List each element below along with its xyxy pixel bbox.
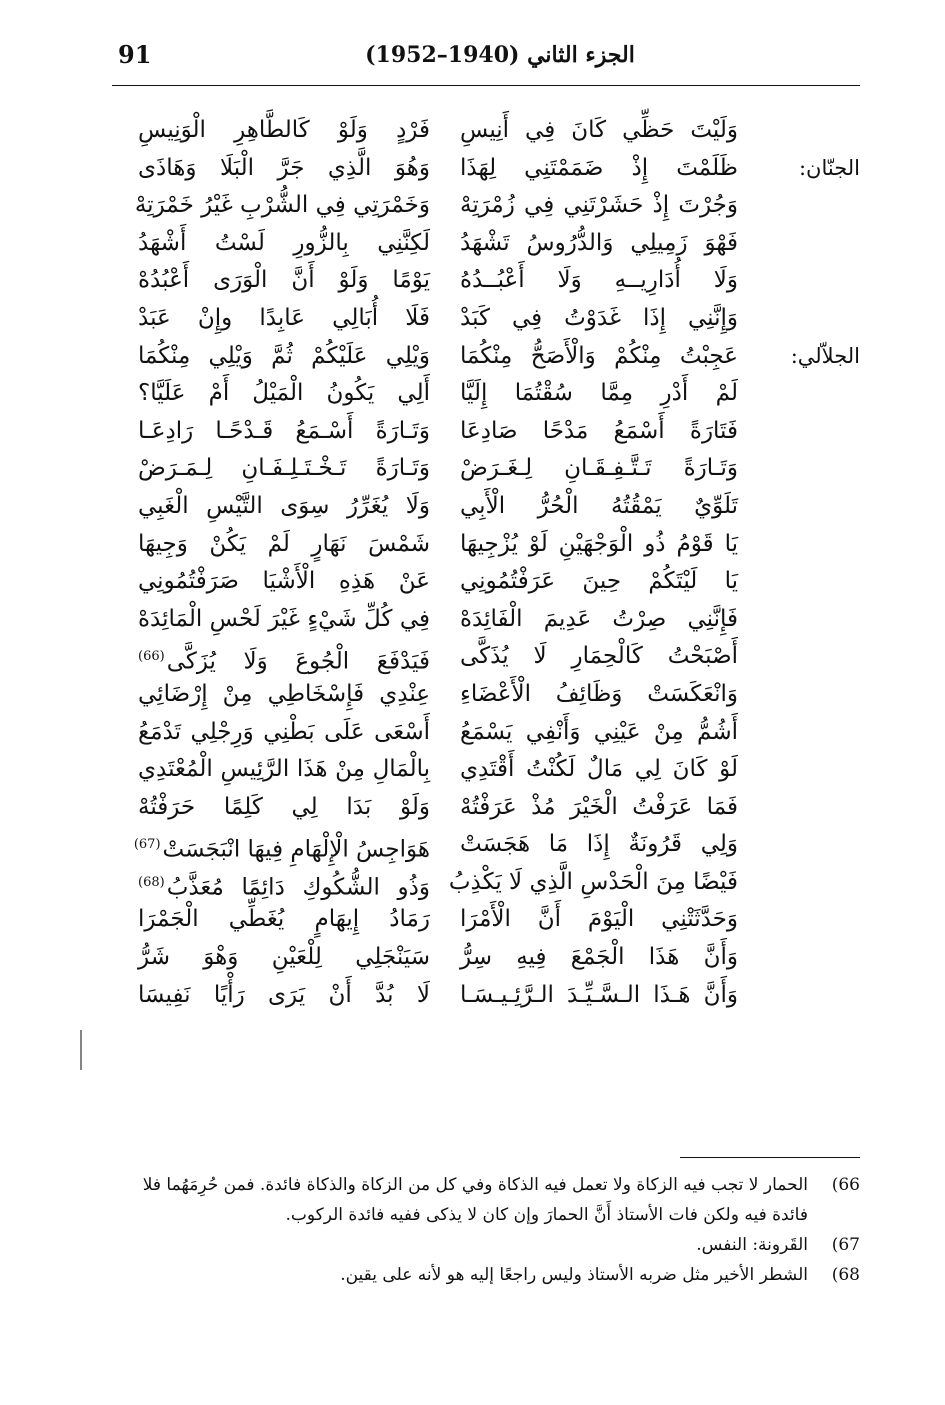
second-hemistich xyxy=(138,112,430,150)
first-hemistich: وَلِي قَرُونَةٌ إِذَا مَا هَجَسَتْ xyxy=(460,831,738,858)
verse-line xyxy=(112,789,860,827)
verse-line xyxy=(112,826,860,864)
first-hemistich: وَأَنَّ هَذَا الْجَمْعَ فِيهِ سِرُّ xyxy=(460,944,738,971)
second-hemistich xyxy=(138,488,430,526)
verse-line xyxy=(112,563,860,601)
second-hemistich-text: وَيْلِي عَلَيْكُمْ ثُمَّ وَيْلِي مِنْكُمَا xyxy=(138,342,430,369)
second-hemistich xyxy=(138,977,430,1015)
poem xyxy=(112,112,860,1014)
verse-line xyxy=(112,488,860,526)
verse-line xyxy=(112,300,860,338)
second-hemistich-text: فِي كُلِّ شَيْءٍ غَيْرَ لَحْسِ الْمَائِدَهْ xyxy=(138,605,430,632)
running-head: الجزء الثاني (1940–1952) xyxy=(365,42,635,68)
first-hemistich: وَلَا أُدَارِيــهِ وَلَا أَعْبُــدُهُ xyxy=(460,267,738,294)
verse-line xyxy=(112,751,860,789)
footnote-text: القَرونة: النفس. xyxy=(696,1235,808,1255)
verse-line xyxy=(112,939,860,977)
first-hemistich: لَمْ أَدْرِ مِمَّا سُقْتُمَا إِلَيَّا xyxy=(460,380,738,407)
first-hemistich: أَشُمُّ مِنْ عَيْنِي وَأَنْفِي يَسْمَعُ xyxy=(460,718,738,745)
first-hemistich: فَتَارَةً أَسْمَعُ مَدْحًا صَادِعَا xyxy=(460,417,738,444)
second-hemistich xyxy=(138,262,430,300)
verse-line xyxy=(112,977,860,1015)
verse-line xyxy=(112,150,860,188)
verse-line xyxy=(112,450,860,488)
second-hemistich-text: بِالْمَالِ مِنْ هَذَا الرَّئِيسِ الْمُعْتَدِي xyxy=(138,756,430,783)
verse-line xyxy=(112,413,860,451)
footnote-text: الحمار لا تجب فيه الزكاة ولا تعمل فيه الذكاة وفي كل من الزكاة والذكاة فائدة. فمن حُرِمَهُما فلا فائدة فيه ولكن فات الأستاذ أَنَّ الحمارَ وإن كان لا يذكى ففيه فائدة الركوب. xyxy=(142,1175,808,1225)
footnote-number: 67) xyxy=(831,1235,860,1255)
verse-line xyxy=(112,112,860,150)
margin-mark xyxy=(80,1030,82,1070)
verse-line xyxy=(112,864,860,902)
second-hemistich xyxy=(138,413,430,451)
second-hemistich xyxy=(134,187,430,225)
speaker-label: الجنّان: xyxy=(798,155,860,180)
second-hemistich-text: عَنْ هَذِهِ الْأَشْيَا صَرَفْتُمُونِي xyxy=(138,568,430,595)
footnote-ref: (68) xyxy=(138,874,165,890)
second-hemistich-text: رَمَادُ إِيهَامٍ يُغَطِّي الْجَمْرَا xyxy=(138,906,430,933)
second-hemistich xyxy=(138,526,430,564)
second-hemistich-text: أَلِي يَكُونُ الْمَيْلُ أَمْ عَلَيَّا؟ xyxy=(138,380,430,407)
second-hemistich xyxy=(138,789,430,827)
footnote-ref: (67) xyxy=(133,837,161,853)
verse-line xyxy=(112,338,860,376)
second-hemistich-text: سَيَنْجَلِي لِلْعَيْنِ وَهْوَ شَرُّ xyxy=(138,944,430,971)
second-hemistich-text: وَهُوَ الَّذِي جَرَّ الْبَلَا وَهَاذَى xyxy=(138,154,430,181)
first-hemistich: عَجِبْتُ مِنْكُمْ وَالْأَصَحُّ مِنْكُمَا xyxy=(460,342,738,369)
second-hemistich-text: وَتَـارَةً أَسْـمَعُ قَـدْحًـا رَادِعَـا xyxy=(138,417,430,444)
footnote-number: 68) xyxy=(831,1265,860,1285)
second-hemistich-text: وَلَا يُغَرِّرُ سِوَى التَّيْسِ الْغَبِي xyxy=(138,492,430,519)
first-hemistich: تَلَوِّيٌ يَمْقُتُهُ الْحُرُّ الْأَبِي xyxy=(460,492,738,519)
second-hemistich-text: هَوَاجِسُ الْإِلْهَامِ فِيهَا انْبَجَسَتْ xyxy=(162,836,430,863)
first-hemistich: فَمَا عَرَفْتُ الْخَيْرَ مُذْ عَرَفْتُهْ xyxy=(460,793,738,820)
verse-line xyxy=(112,638,860,676)
first-hemistich: أَصْبَحْتُ كَالْحِمَارِ لَا يُذَكَّى xyxy=(460,643,738,670)
verse-line xyxy=(112,187,860,225)
second-hemistich-text: أَسْعَى عَلَى بَطْنِي وَرِجْلِي تَدْمَعُ xyxy=(138,718,430,745)
second-hemistich-text: وَلَوْ بَدَا لِي كَلِمًا حَرَفْتُهْ xyxy=(138,793,430,820)
second-hemistich xyxy=(138,300,430,338)
footnote-rule xyxy=(680,1157,860,1158)
second-hemistich-text: لَا بُدَّ أَنْ يَرَى رَأْيًا نَفِيسَا xyxy=(138,981,430,1008)
footnote-text: الشطر الأخير مثل ضربه الأستاذ وليس راجعًا إليه هو لأنه على يقين. xyxy=(340,1265,808,1285)
speaker-label: الجلاّلي: xyxy=(790,343,860,368)
verse-line xyxy=(112,676,860,714)
second-hemistich xyxy=(138,225,430,263)
first-hemistich: وَإِنَّنِي إِذَا غَدَوْتُ فِي كَبَدْ xyxy=(460,304,738,331)
second-hemistich xyxy=(138,601,430,639)
header-rule xyxy=(112,85,860,86)
footnote-ref: (66) xyxy=(138,649,165,665)
footnotes xyxy=(112,1170,860,1290)
first-hemistich: وَحَدَّثَتْنِي الْيَوْمَ أَنَّ الْأَمْرَا xyxy=(460,906,738,933)
footnote xyxy=(112,1260,860,1290)
verse-line xyxy=(112,225,860,263)
first-hemistich: وَجُرْتَ إِذْ حَشَرْتَنِي فِي زُمْرَتِهْ xyxy=(460,192,738,219)
first-hemistich: وَتَـارَةً تَـتَّـفِـقَـانِ لِـغَـرَضْ xyxy=(460,455,738,482)
first-hemistich: لَوْ كَانَ لِي مَالٌ لَكُنْتُ أَقْتَدِي xyxy=(460,756,738,783)
verse-line xyxy=(112,901,860,939)
second-hemistich xyxy=(138,563,430,601)
second-hemistich-text: عِنْدِي فَإِسْخَاطِي مِنْ إِرْضَائِي xyxy=(138,680,430,707)
page-number: 91 xyxy=(118,40,152,69)
verse-line xyxy=(112,526,860,564)
first-hemistich: وَأَنَّ هَـذَا الـسَّـيِّـدَ الـرَّئِـيـسَـا xyxy=(460,981,738,1008)
first-hemistich: وَلَيْتَ حَظِّي كَانَ فِي أَنِيسِ xyxy=(460,117,738,143)
second-hemistich-text: وَخَمْرَتِي فِي الشُّرْبِ غَيْرُ خَمْرَتِهْ xyxy=(134,192,430,219)
footnote xyxy=(112,1230,860,1260)
verse-line xyxy=(112,262,860,300)
second-hemistich xyxy=(138,751,430,789)
second-hemistich xyxy=(138,939,430,977)
second-hemistich xyxy=(138,450,430,488)
second-hemistich-text: شَمْسَ نَهَارٍ لَمْ يَكُنْ وَجِيهَا xyxy=(138,530,430,557)
second-hemistich-text: فَيَدْفَعَ الْجُوعَ وَلَا يُزَكَّى xyxy=(166,648,430,675)
first-hemistich: فَإِنَّنِي صِرْتُ عَدِيمَ الْفَائِدَهْ xyxy=(460,605,738,632)
second-hemistich-text: وَتَـارَةً تَـخْـتَـلِـفَـانِ لِـمَـرَضْ xyxy=(138,455,430,482)
second-hemistich xyxy=(138,676,430,714)
second-hemistich xyxy=(138,150,430,188)
second-hemistich xyxy=(138,375,430,413)
second-hemistich-text: فَرْدٍ وَلَوْ كَالطَّاهِرِ الْوَنِيسِ xyxy=(138,117,430,143)
footnote xyxy=(112,1170,860,1230)
second-hemistich-text: وَذُو الشُّكُوكِ دَائِمًا مُعَذَّبُ xyxy=(166,874,430,901)
second-hemistich-text: لَكِنَّنِي بِالزُّورِ لَسْتُ أَشْهَدُ xyxy=(138,229,430,256)
second-hemistich-text: فَلَا أُبَالِي عَابِدًا وإِنْ عَبَدْ xyxy=(138,304,430,331)
first-hemistich: ظَلَمْتَ إِذْ ضَمَمْتَنِي لِهَذَا xyxy=(460,154,738,181)
verse-line xyxy=(112,601,860,639)
first-hemistich: يَا قَوْمُ ذُو الْوَجْهَيْنِ لَوْ يُزْجِيهَا xyxy=(460,530,738,557)
footnote-number: 66) xyxy=(831,1175,860,1195)
first-hemistich: وَانْعَكَسَتْ وَظَائِفُ الْأَعْضَاءِ xyxy=(460,680,738,707)
second-hemistich xyxy=(138,338,430,376)
first-hemistich: يَا لَيْتَكُمْ حِينَ عَرَفْتُمُونِي xyxy=(460,568,738,595)
second-hemistich xyxy=(138,714,430,752)
verse-line xyxy=(112,714,860,752)
second-hemistich-text: يَوْمًا وَلَوْ أَنَّ الْوَرَى أَعْبُدُهْ xyxy=(138,267,430,294)
first-hemistich: فَهْوَ زَمِيلِي وَالدُّرُوسُ تَشْهَدُ xyxy=(460,229,738,256)
verse-line xyxy=(112,375,860,413)
first-hemistich: فَيْضًا مِنَ الْحَدْسِ الَّذِي لَا يَكْذِبُ xyxy=(448,868,738,895)
second-hemistich xyxy=(138,901,430,939)
